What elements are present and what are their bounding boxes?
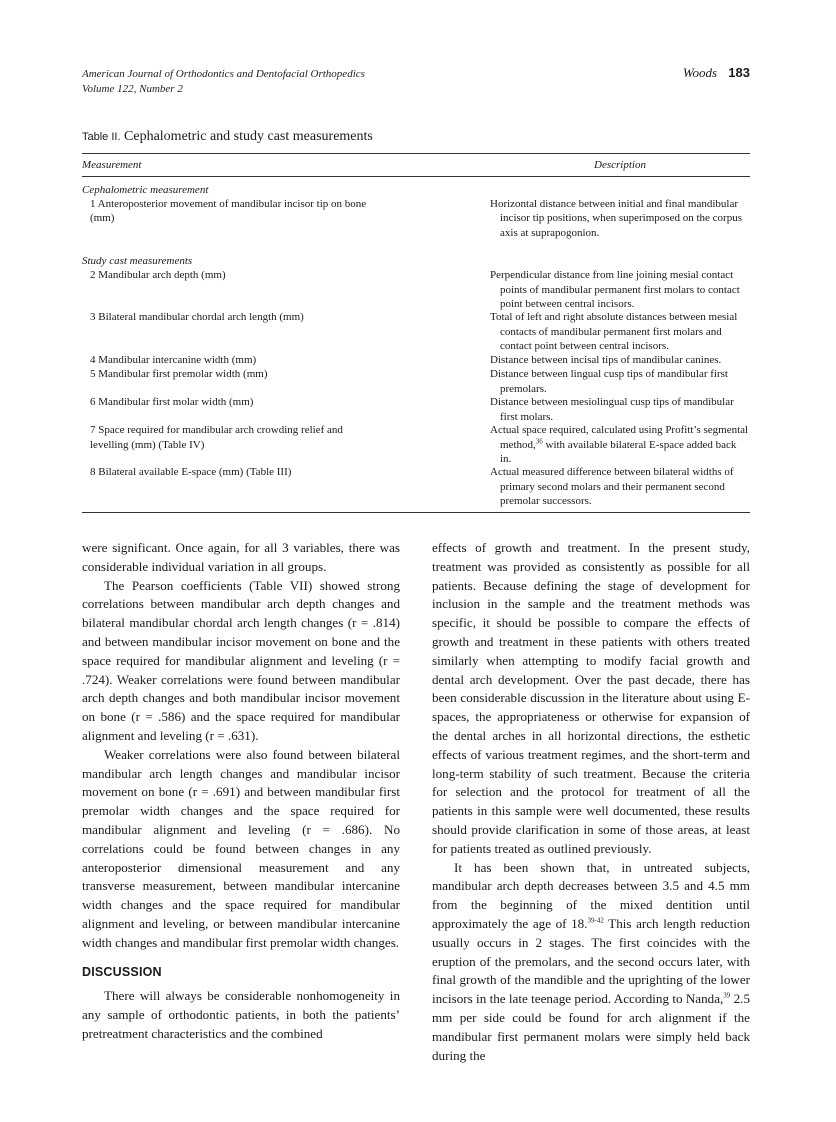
table-row	[82, 268, 750, 310]
table-bottom-rule	[82, 512, 750, 513]
table-caption	[82, 129, 750, 145]
paragraph	[432, 859, 750, 1066]
description-cell: Actual measured difference between bilateral widths of primary second molars and their permanent second premolar successors.	[490, 466, 734, 507]
table-ii	[82, 129, 750, 513]
description-cell: Total of left and right absolute distances between mesial contacts of mandibular permanent first molars and contact point between central incisors.	[490, 311, 738, 352]
journal-title: American Journal of Orthodontics and Dentofacial Orthopedics	[82, 68, 365, 80]
right-column	[432, 539, 750, 1065]
table-row	[82, 367, 750, 395]
measurement-cell: 1 Anteroposterior movement of mandibular incisor tip on bone (mm)	[90, 198, 367, 225]
paragraph-text: This arch length reduction usually occurs in 2 stages. The first coincides with the eruption of the premolars, and the second occurs later, with final growth of the mandible and the uprighting of the lower incisors in the late teenage period. According to Nanda,	[432, 915, 750, 1007]
paragraph: Weaker correlations were also found between bilateral mandibular arch length changes and mandibular incisor movement on bone (r = .691) and between mandibular first premolar width changes and the space required for mandibular alignment and leveling (r = .686). No correlations could be found between changes in any anteroposterior dimensional measurement and any transverse measurement, between mandibular intercanine width changes and the space required for mandibular alignment and leveling, or between mandibular intercanine width changes and mandibular first premolar width changes.	[82, 746, 400, 950]
measurement-text: 7 Space required for mandibular arch crowding relief and levelling (mm) (Table IV)	[90, 424, 343, 451]
measurement-cell: 8 Bilateral available E-space (mm) (Table III)	[90, 466, 292, 479]
citation-superscript: 39	[723, 991, 731, 1000]
description-cell	[490, 423, 750, 466]
description-cell: Horizontal distance between initial and final mandibular incisor tip positions, when superimposed on the corpus axis at suprapogonion.	[490, 198, 742, 239]
body-text	[82, 539, 750, 1065]
citation-superscript: 39-42	[587, 916, 604, 925]
page-number: 183	[728, 65, 750, 80]
measurement-cell: 2 Mandibular arch depth (mm)	[90, 269, 226, 282]
measurement-cell: 5 Mandibular first premolar width (mm)	[90, 368, 268, 381]
table-body	[82, 177, 750, 512]
table-row	[82, 353, 750, 367]
paragraph-text: 2.5 mm per side could be found for arch alignment if the mandibular first permanent molars were simply held back during the	[432, 991, 750, 1063]
journal-volume: Volume 122, Number 2	[82, 83, 183, 95]
table-label: Table II.	[82, 131, 121, 143]
paragraph: effects of growth and treatment. In the present study, treatment was provided as consistently as possible for all patients. Because defining the stage of development for inclusion in the sample and the treatment methods was specific, it should be possible to compare the effects of growth and treatment in these patients with others treated similarly when attempting to modify facial growth and dental arch development. Over the past decade, there has been considerable discussion in the literature about using E-spaces, the appropriateness or otherwise for expansion of the dental arches in all horizontal directions, the esthetic effects of various treatment regimes, and the short-term and long-term stability of such treatment. Because the criteria for selection and the protocol for treatment of all the patients in this sample were well documented, these results should provide clarification in some of those areas, at least for patients treated as outlined previously.	[432, 540, 750, 856]
table-row	[82, 395, 750, 423]
table-section-title: Cephalometric measurement	[82, 184, 209, 196]
paragraph: were significant. Once again, for all 3 variables, there was considerable individual variation in all groups.	[82, 540, 400, 574]
column-header-measurement: Measurement	[82, 159, 142, 171]
description-text: Actual space required, calculated using Profitt’s segmental method,	[490, 424, 749, 451]
description-cell: Perpendicular distance from line joining mesial contact points of mandibular permanent first molars to contact point between central incisors.	[490, 269, 740, 310]
table-row	[82, 310, 750, 353]
table-row	[82, 465, 750, 508]
measurement-cell: 3 Bilateral mandibular chordal arch length (mm)	[90, 311, 304, 324]
paragraph: The Pearson coefficients (Table VII) showed strong correlations between mandibular arch depth changes and bilateral mandibular chordal arch length changes (r = .814) and between mandibular incisor movement on bone and the space required for mandibular alignment and leveling (r = .724). Weaker correlations were found between mandibular arch depth changes and both mandibular incisor movement on bone (r = .586) and the space required for mandibular alignment and leveling (r = .631).	[82, 577, 400, 743]
description-text: with available bilateral E-space added back in.	[500, 438, 737, 465]
left-column	[82, 539, 400, 1065]
running-head-left	[82, 67, 365, 97]
author-name: Woods	[682, 65, 718, 80]
description-cell: Distance between lingual cusp tips of mandibular first premolars.	[490, 368, 728, 395]
table-header	[82, 154, 750, 176]
paragraph-text: It has been shown that, in untreated subjects, mandibular arch depth decreases between 3.5 and 4.5 mm from the beginning of the mixed dentition until approximately the age of 18.	[432, 859, 750, 931]
measurement-cell	[82, 423, 490, 465]
section-heading-discussion: DISCUSSION	[82, 964, 162, 979]
paragraph: There will always be considerable nonhomogeneity in any sample of orthodontic patients, in both the patients’ pretreatment characteristics and the combined	[82, 988, 400, 1041]
column-header-description: Description	[594, 159, 646, 171]
table-section-title: Study cast measurements	[82, 255, 193, 268]
measurement-cell: 6 Mandibular first molar width (mm)	[90, 396, 254, 409]
description-cell: Distance between mesiolingual cusp tips of mandibular first molars.	[490, 396, 734, 423]
citation-superscript: 36	[535, 436, 543, 445]
table-row	[82, 197, 750, 254]
running-head-right	[683, 65, 750, 81]
table-row	[82, 423, 750, 465]
table-title: Cephalometric and study cast measurements	[124, 129, 373, 144]
description-cell: Distance between incisal tips of mandibular canines.	[490, 354, 722, 367]
measurement-cell: 4 Mandibular intercanine width (mm)	[90, 354, 257, 367]
